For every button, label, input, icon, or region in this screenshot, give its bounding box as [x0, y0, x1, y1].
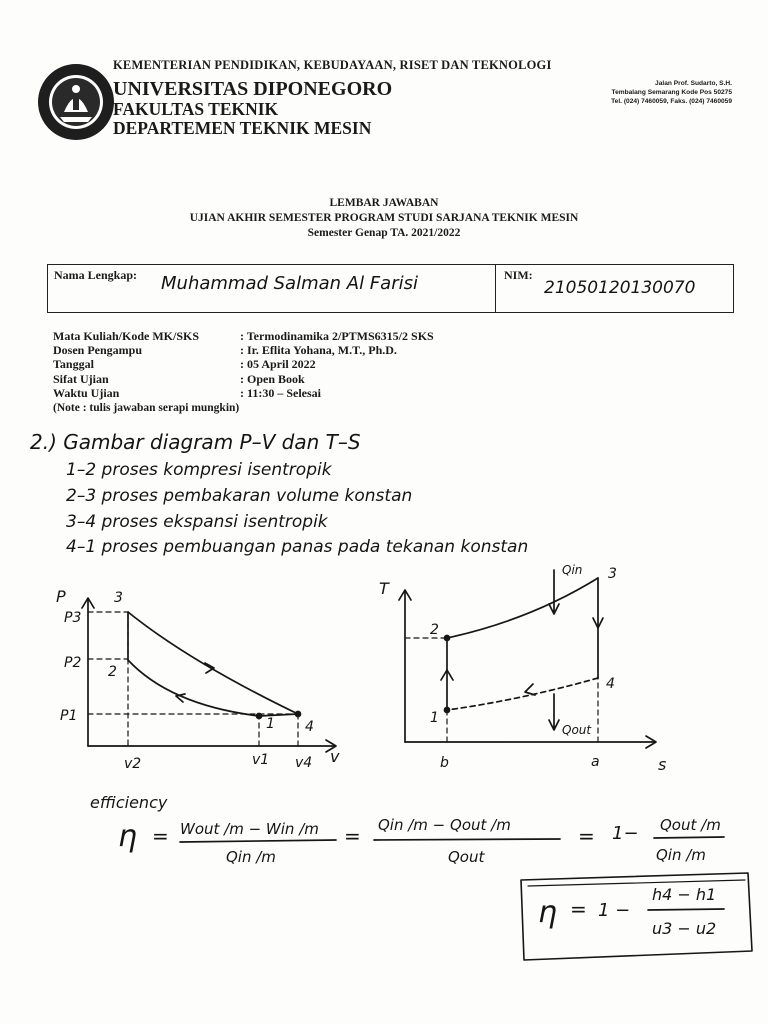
info-key: Tanggal — [53, 357, 94, 372]
eq1-fraction-bar — [180, 840, 336, 842]
ts-qin-label: Qin — [562, 563, 583, 577]
ts-qin-arrow — [549, 570, 559, 614]
nim-label: NIM: — [504, 268, 533, 282]
process-step: 4–1 proses pembuangan panas pada tekanan konstan — [66, 537, 529, 557]
pv-state-1: 1 — [266, 716, 275, 732]
address-line: Jalan Prof. Sudarto, S.H. — [655, 80, 732, 87]
eq3-one-minus: 1− — [612, 823, 639, 844]
ts-axis-t: T — [379, 579, 389, 598]
eq2-denominator: Qout — [448, 848, 485, 866]
ts-process-2-3 — [447, 578, 598, 638]
info-key: Sifat Ujian — [53, 371, 109, 386]
eta-symbol: η — [118, 819, 138, 854]
address-line: Tembalang Semarang Kode Pos 50275 — [611, 89, 732, 96]
eq3-fraction-bar — [654, 837, 724, 838]
pv-v2-label: v2 — [124, 756, 142, 772]
process-step: 1–2 proses kompresi isentropik — [66, 460, 332, 480]
info-value: : 11:30 – Selesai — [240, 385, 321, 400]
department-name: DEPARTEMEN TEKNIK MESIN — [113, 118, 372, 138]
efficiency-label: efficiency — [90, 793, 168, 812]
process-step: 2–3 proses pembakaran volume konstan — [66, 486, 413, 506]
ts-state-1-dot — [445, 708, 450, 713]
name-label: Nama Lengkap: — [54, 268, 138, 282]
question-intro: 2.) Gambar diagram P–V dan T–S — [30, 430, 361, 454]
pv-state-4-dot — [296, 712, 301, 717]
eq2-fraction-bar — [374, 839, 560, 840]
info-value: : Open Book — [240, 371, 305, 386]
equals-sign: = — [344, 824, 361, 848]
title-line: UJIAN AKHIR SEMESTER PROGRAM STUDI SARJANA TEKNIK MESIN — [189, 212, 579, 224]
pv-state-4: 4 — [305, 719, 314, 735]
ts-a-label: a — [591, 754, 600, 770]
ts-state-2-dot — [445, 636, 450, 641]
process-step: 3–4 proses ekspansi isentropik — [66, 512, 328, 532]
ts-arrow-heat-reject — [525, 684, 535, 695]
ts-state-4: 4 — [606, 676, 615, 692]
pv-axis-v: v — [330, 747, 340, 766]
final-denominator: u3 − u2 — [652, 919, 717, 938]
ts-process-4-1 — [447, 678, 598, 710]
final-numerator: h4 − h1 — [652, 885, 717, 904]
ts-qout-arrow — [549, 694, 559, 730]
ts-qout-label: Qout — [562, 723, 592, 737]
pv-axis-p: P — [56, 587, 66, 606]
pv-v1-label: v1 — [252, 752, 270, 768]
pv-p1-label: P1 — [60, 708, 78, 724]
info-key: Mata Kuliah/Kode MK/SKS — [53, 329, 200, 343]
pv-state-1-dot — [257, 714, 262, 719]
info-value: : Termodinamika 2/PTMS6315/2 SKS — [240, 329, 434, 343]
eq3-numerator: Qout /m — [660, 816, 721, 834]
pv-diagram — [82, 598, 336, 752]
info-value: : Ir. Eflita Yohana, M.T., Ph.D. — [240, 343, 397, 358]
eq1-numerator: Wout /m − Win /m — [180, 820, 319, 838]
info-value: : 05 April 2022 — [240, 357, 316, 372]
pv-process-3-4 — [128, 612, 298, 714]
eq1-denominator: Qin /m — [226, 848, 276, 866]
faculty-name: FAKULTAS TEKNIK — [113, 99, 279, 119]
eq3-denominator: Qin /m — [656, 846, 706, 864]
equals-sign: = — [152, 824, 169, 848]
pv-state-3: 3 — [114, 590, 123, 606]
title-line: Semester Genap TA. 2021/2022 — [307, 227, 461, 239]
info-key: Dosen Pengampu — [53, 343, 143, 358]
title-line: LEMBAR JAWABAN — [329, 197, 439, 209]
writing-note: (Note : tulis jawaban serapi mungkin) — [53, 402, 240, 414]
ts-state-3: 3 — [608, 566, 617, 582]
ts-axis-s: s — [658, 755, 667, 774]
ts-state-2: 2 — [430, 622, 439, 638]
name-value: Muhammad Salman Al Farisi — [161, 273, 418, 294]
equals-sign: = — [578, 824, 595, 848]
ts-state-1: 1 — [430, 710, 439, 726]
nim-value: 21050120130070 — [544, 278, 696, 298]
ministry-name: KEMENTERIAN PENDIDIKAN, KEBUDAYAAN, RISET DAN TEKNOLOGI — [113, 58, 552, 72]
ts-b-label: b — [440, 755, 449, 771]
final-one-minus: 1 − — [598, 900, 631, 921]
pv-process-4-1 — [259, 714, 298, 716]
pv-state-2: 2 — [108, 664, 117, 680]
final-fraction-bar — [648, 909, 724, 910]
pv-p2-label: P2 — [64, 655, 82, 671]
info-key: Waktu Ujian — [53, 385, 120, 400]
equals-sign: = — [570, 897, 587, 921]
university-name: UNIVERSITAS DIPONEGORO — [113, 78, 393, 100]
eq2-numerator: Qin /m − Qout /m — [378, 816, 511, 834]
address-line: Tel. (024) 7460059, Faks. (024) 7460059 — [611, 98, 732, 105]
pv-process-1-2 — [128, 660, 259, 716]
efficiency-equations — [90, 793, 721, 938]
final-eta-symbol: η — [538, 895, 558, 930]
pv-p3-label: P3 — [64, 610, 82, 626]
pv-v4-label: v4 — [295, 755, 313, 771]
